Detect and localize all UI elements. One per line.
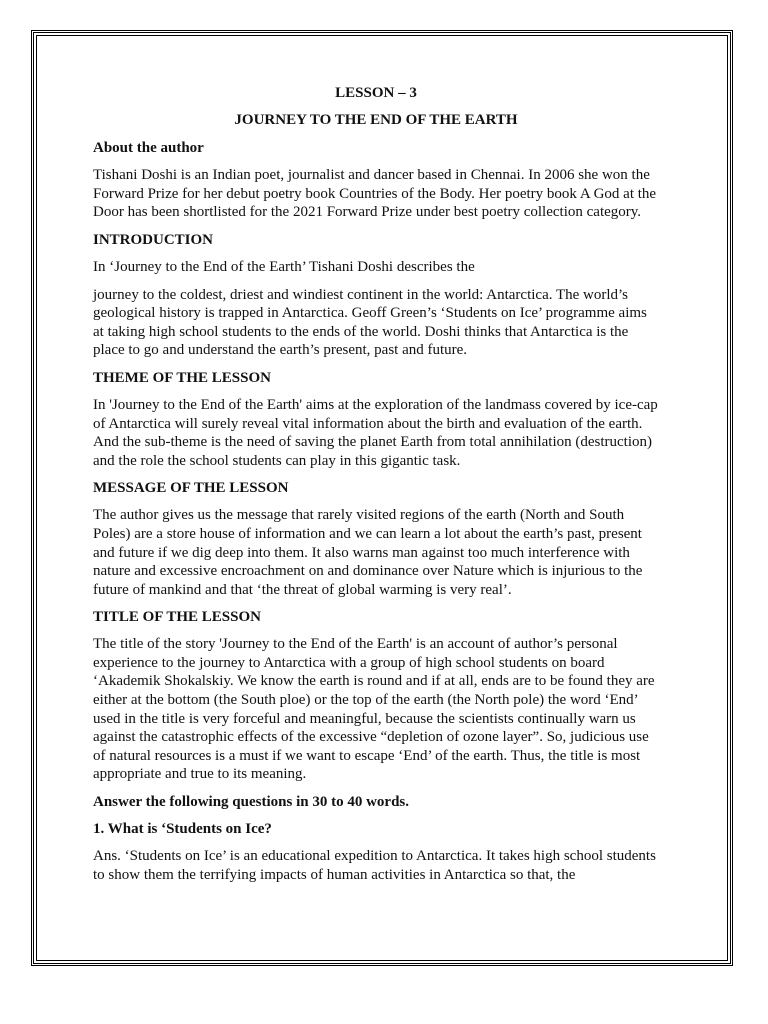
title-text: The title of the story 'Journey to the End of the Earth' is an account of author’s personal experience to the journey to Antarctica with a group of high school students on board ‘Akademik Shokalskiy. We know the earth is round and if at all, ends are to be found they are either at the bottom (the South ploe) or the top of the earth (the North pole) the word ‘End’ used in the title is very forceful and meaningful, because the scientists continually warn us against the catastrophic effects of the excessive “depletion of ozone layer”. So, judicious use of natural resources is a must if we want to escape ‘End’ of the earth. Thus, the title is most appropriate and true to its meaning. [93, 636, 655, 783]
introduction-text: journey to the coldest, driest and windiest continent in the world: Antarctica. The world’s geological history is trapped in Antarctica. Geoff Green’s ‘Students on Ice’ programme aims at taking high school students to the ends of the world. Doshi thinks that Antarctica is the place to go and understand the earth’s present, past and future. [93, 286, 647, 359]
answer-1: Ans. ‘Students on Ice’ is an educational expedition to Antarctica. It takes high school students to show them the terrifying impacts of human activities in Antarctica so that, the [93, 848, 656, 883]
theme-heading: THEME OF THE LESSON [93, 369, 271, 386]
message-text: The author gives us the message that rarely visited regions of the earth (North and South Poles) are a store house of information and we can learn a lot about the earth’s past, present and future if we dig deep into them. It also warns man against too much interference with nature and excessive encroachment on and dominance over Nature which is injurious to the future of mankind and that ‘the threat of global warming is very real’. [93, 507, 643, 598]
title-heading: TITLE OF THE LESSON [93, 609, 261, 626]
message-heading: MESSAGE OF THE LESSON [93, 480, 289, 497]
about-text: Tishani Doshi is an Indian poet, journalist and dancer based in Chennai. In 2006 she won the Forward Prize for her debut poetry book Countries of the Body. Her poetry book A God at the Door has been shortlisted for the 2021 Forward Prize under best poetry collection category. [93, 167, 657, 221]
lesson-number: LESSON – 3 [335, 85, 417, 101]
document-body [93, 84, 659, 893]
lesson-title: JOURNEY TO THE END OF THE EARTH [234, 111, 518, 128]
introduction-line1: In ‘Journey to the End of the Earth’ Tishani Doshi describes the [93, 258, 475, 275]
about-heading: About the author [93, 140, 204, 157]
introduction-heading: INTRODUCTION [93, 231, 214, 248]
question-1: 1. What is ‘Students on Ice? [93, 821, 272, 838]
theme-text: In 'Journey to the End of the Earth' aims at the exploration of the landmass covered by ice-cap of Antarctica will surely reveal vital information about the birth and evaluation of the earth. And the sub-theme is the need of saving the planet Earth from total annihilation (destruction) and the role the school students can play in this gigantic task. [93, 396, 658, 469]
questions-heading: Answer the following questions in 30 to 40 words. [93, 794, 410, 811]
